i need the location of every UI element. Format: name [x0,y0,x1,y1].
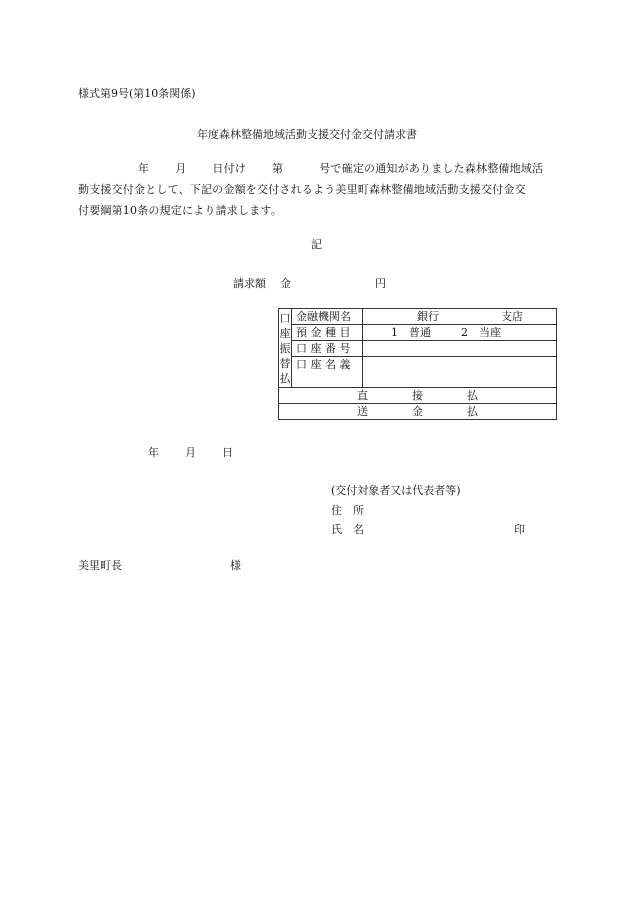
direct-char-1: 直 [357,389,368,402]
request-kin: 金 [280,277,291,290]
intro-line1-rest: 号で確定の通知がありました森林整備地域活 [319,162,544,175]
intro-line-1 [78,160,543,176]
applicant-name-label: 氏 名 [331,523,364,536]
intro-dated: 日付け [212,162,247,175]
seal-mark: 印 [514,523,525,536]
request-date [148,444,233,460]
addressee-sama: 様 [230,559,241,572]
bank-suffix: 銀行 [417,310,439,323]
applicant-heading: (交付対象者又は代表者等) [331,484,461,497]
intro-line-2: 動支援交付金として、下記の金額を交付されるよう美里町森林整備地域活動支援交付金交 [78,183,526,196]
deposit-option-ordinary[interactable]: 1 普通 [391,326,431,339]
date-month: 月 [185,446,196,459]
account-holder-field[interactable] [363,357,557,388]
branch-suffix: 支店 [501,310,523,323]
request-yen: 円 [375,277,386,290]
request-amount-row [233,275,386,291]
remit-char-3: 払 [467,405,478,418]
bank-name-label: 金融機関名 [292,309,363,325]
deposit-option-current[interactable]: 2 当座 [461,326,501,339]
date-day: 日 [222,446,233,459]
remit-char-2: 金 [412,405,423,418]
date-year: 年 [148,446,159,459]
remit-char-1: 送 [357,405,368,418]
account-number-label: 口 座 番 号 [292,341,363,357]
account-number-field[interactable] [363,341,557,357]
document-title: 年度森林整備地域活動支援交付金交付請求書 [197,128,417,141]
addressee-mayor: 美里町長 [78,559,122,572]
account-transfer-label: 口 座 振 替 払 [279,309,292,388]
ki-heading: 記 [311,238,322,251]
applicant-name-row [331,521,525,537]
remittance-payment-row[interactable] [279,404,557,420]
bank-name-field[interactable] [363,309,557,325]
direct-payment-row[interactable] [279,388,557,404]
direct-char-2: 接 [412,389,423,402]
direct-char-3: 払 [467,389,478,402]
account-holder-label: 口 座 名 義 [292,357,363,388]
intro-number-prefix: 第 [272,162,284,175]
intro-month: 月 [175,162,187,175]
form-number: 様式第9号(第10条関係) [78,87,196,100]
deposit-type-label: 預 金 種 目 [292,325,363,341]
intro-line-3: 付要綱第10条の規定により請求します。 [78,204,282,217]
deposit-type-field[interactable] [363,325,557,341]
intro-year: 年 [138,162,150,175]
request-label: 請求額 [233,277,266,290]
bank-transfer-table [278,308,557,420]
addressee-row [78,557,241,573]
applicant-address-label: 住 所 [331,504,364,517]
